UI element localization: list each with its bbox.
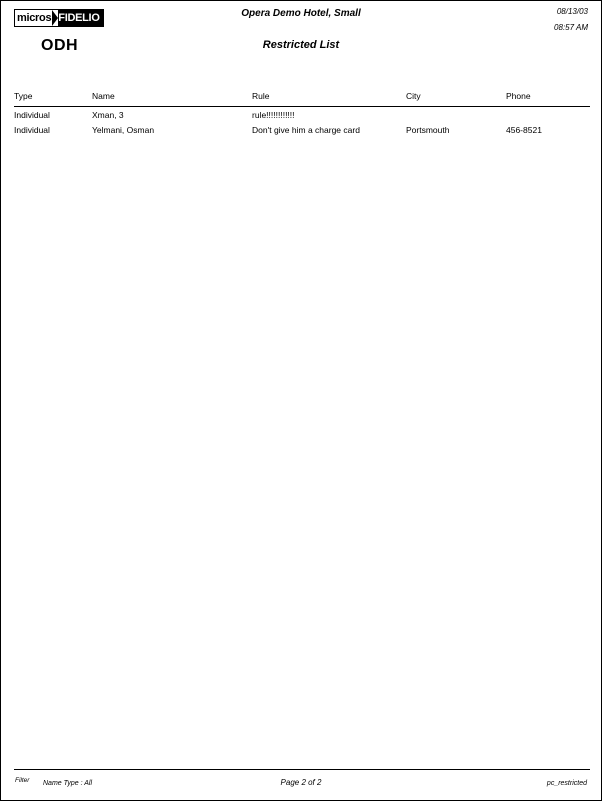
footer-page-number: Page 2 of 2 [280, 778, 322, 787]
column-header-phone: Phone [506, 91, 531, 101]
column-header-type: Type [14, 91, 33, 101]
table-header [14, 91, 590, 106]
cell-city: Portsmouth [406, 125, 450, 135]
table-header-row [14, 91, 590, 106]
cell-type: Individual [14, 125, 50, 135]
print-date: 08/13/03 [556, 7, 588, 16]
property-code: ODH [41, 37, 79, 54]
logo-fidelio-text: FIDELIO [58, 10, 102, 26]
print-time: 08:57 AM [554, 23, 588, 32]
header-divider [14, 106, 590, 107]
column-header-city: City [406, 91, 421, 101]
table-row [14, 125, 590, 140]
cell-name: Yelmani, Osman [92, 125, 155, 135]
footer-report-id: pc_restricted [546, 780, 587, 787]
footer-divider [14, 769, 590, 770]
hotel-name: Opera Demo Hotel, Small [241, 8, 361, 19]
cell-phone: 456-8521 [506, 125, 542, 135]
cell-type: Individual [14, 110, 50, 120]
column-header-name: Name [92, 91, 115, 101]
logo-micros-text: micros [17, 12, 52, 24]
footer-filter-value: Name Type : All [43, 780, 93, 787]
footer-filter-label: Filter [15, 777, 30, 784]
cell-rule: rule!!!!!!!!!!!! [252, 110, 295, 120]
cell-rule: Don't give him a charge card [252, 125, 360, 135]
cell-name: Xman, 3 [92, 110, 124, 120]
table-row [14, 110, 590, 125]
column-header-rule: Rule [252, 91, 270, 101]
table-body [14, 110, 590, 140]
page-title: Restricted List [262, 39, 340, 51]
